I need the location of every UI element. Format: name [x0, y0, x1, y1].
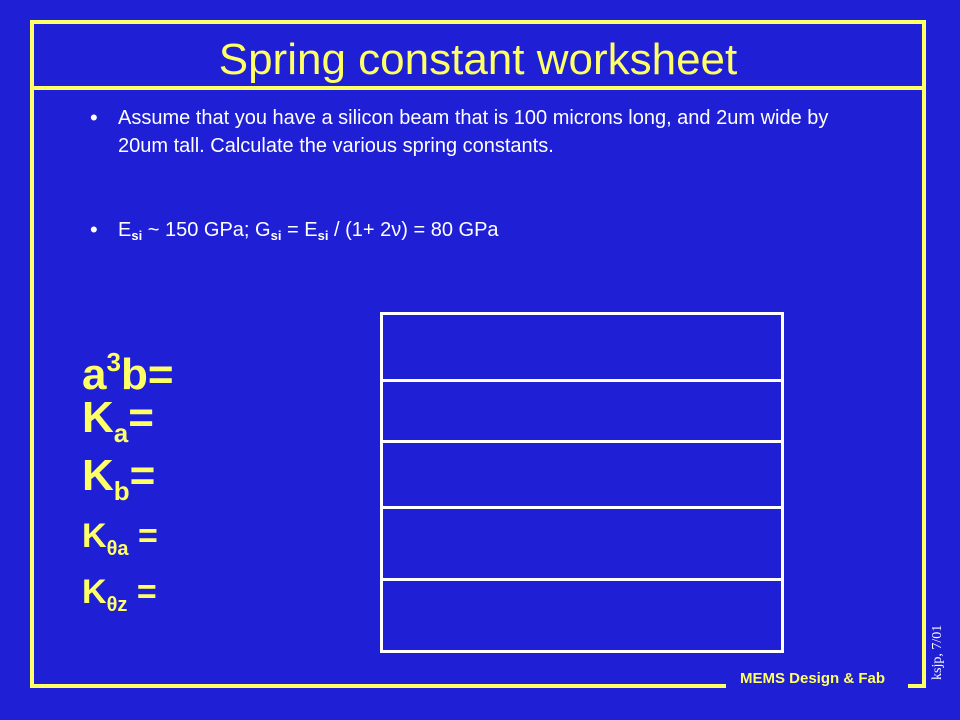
bullet-dot: • [90, 217, 98, 242]
eq-kb: $K_b=$ [82, 451, 156, 506]
bullet-1-text: Assume that you have a silicon beam that is 100 microns long, and 2um wide by 20um tall. Calculate the various spring constants. [118, 107, 829, 157]
bullet-2-text: $E_{si}$ ~ 150 GPa; $G_{si} = E_{si} / (1+ 2\nu) = 80$ GPa [118, 219, 499, 243]
eq-ktheta-a: $K_{\theta a}$ = [82, 517, 158, 560]
footer-label: MEMS Design & Fab [726, 668, 908, 692]
answer-box-ktheta-z[interactable] [380, 578, 784, 653]
answer-box-ka[interactable] [380, 379, 784, 443]
eq-ktheta-z: $K_{\theta z}$ = [82, 573, 157, 616]
eq-a3b: $a^3b=$ [82, 347, 174, 399]
side-note: ksjp, 7/01 [930, 624, 945, 680]
bullet-dot: • [90, 105, 98, 130]
answer-box-ktheta-a[interactable] [380, 506, 784, 581]
answer-box-kb[interactable] [380, 440, 784, 509]
answer-box-a3b[interactable] [380, 312, 784, 382]
eq-ka: $K_a=$ [82, 393, 154, 448]
slide-title: Spring constant worksheet [218, 35, 738, 84]
